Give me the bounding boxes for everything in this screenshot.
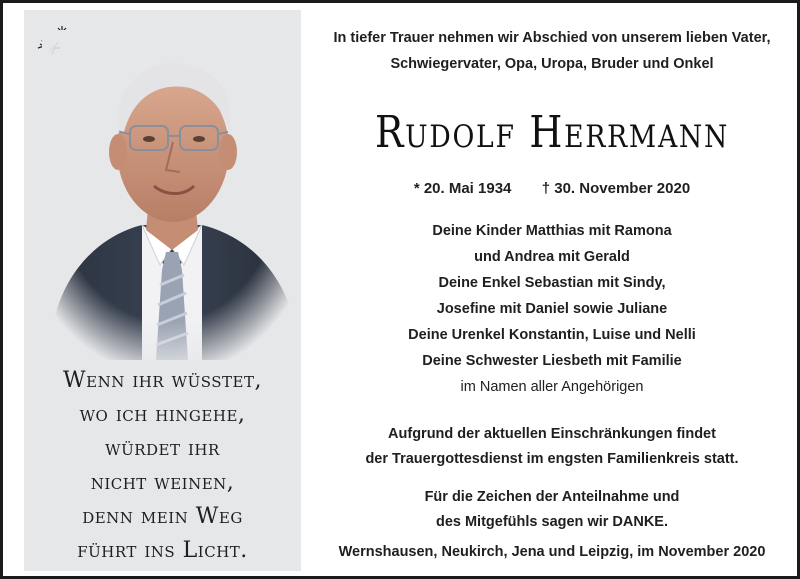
quote-line: würdet ihr: [105, 436, 220, 461]
birth-date: * 20. Mai 1934: [413, 180, 512, 197]
family-line: Deine Enkel Sebastian mit Sindy,: [438, 275, 666, 291]
thanks-line-2: des Mitgefühls sagen wir DANKE.: [435, 514, 669, 530]
deceased-name: Rudolf Herrmann: [374, 107, 730, 158]
notice-line-2: der Trauergottesdienst im engsten Familienkreis statt.: [365, 451, 739, 467]
family-line: und Andrea mit Gerald: [474, 249, 630, 265]
portrait-photo: [42, 30, 301, 360]
death-date: † 30. November 2020: [541, 180, 691, 197]
intro-line-1: In tiefer Trauer nehmen wir Abschied von unserem lieben Vater,: [333, 30, 771, 46]
life-dates: [313, 180, 791, 197]
quote-line: wo ich hingehe,: [79, 402, 246, 427]
family-line: Deine Urenkel Konstantin, Luise und Nelli: [408, 327, 696, 343]
family-closing: im Namen aller Angehörigen: [460, 379, 644, 395]
quote-line: nicht weinen,: [90, 470, 235, 495]
quote-line: führt ins Licht.: [77, 538, 248, 563]
quote-line: denn mein Weg: [82, 504, 243, 529]
intro-line-2: Schwiegervater, Opa, Uropa, Bruder und Onkel: [390, 56, 714, 72]
family-line: Deine Kinder Matthias mit Ramona: [432, 223, 672, 239]
thanks-line-1: Für die Zeichen der Anteilnahme und: [424, 489, 680, 505]
portrait-panel: [24, 10, 301, 571]
memorial-quote: [24, 364, 301, 568]
family-line: Josefine mit Daniel sowie Juliane: [436, 301, 668, 317]
family-line: Deine Schwester Liesbeth mit Familie: [422, 353, 682, 369]
notice-line-1: Aufgrund der aktuellen Einschränkungen findet: [388, 426, 716, 442]
place-and-date: Wernshausen, Neukirch, Jena und Leipzig, im November 2020: [338, 544, 766, 560]
quote-line: Wenn ihr wüsstet,: [63, 368, 262, 393]
